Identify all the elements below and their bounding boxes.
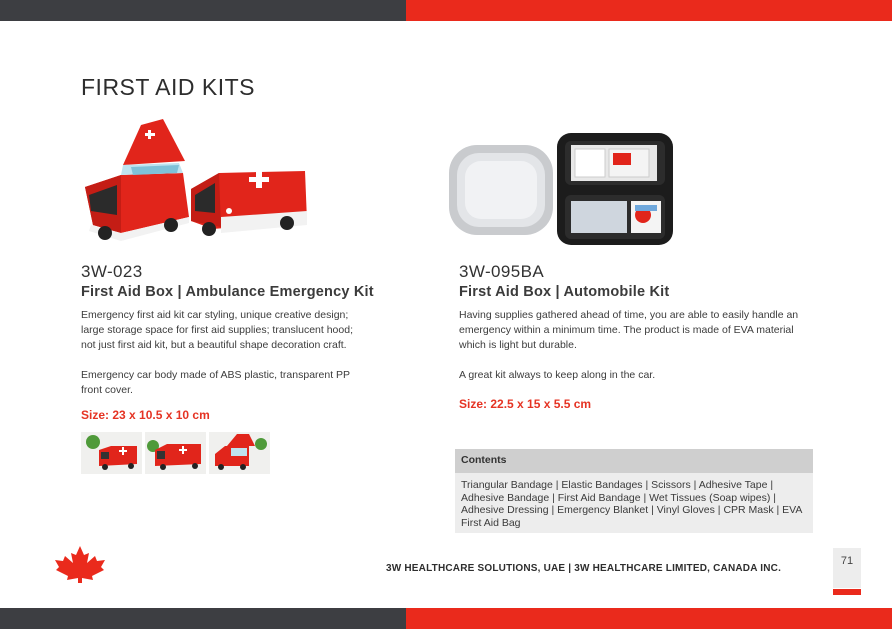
product-size: Size: 22.5 x 15 x 5.5 cm <box>459 397 592 411</box>
footer-text: 3W HEALTHCARE SOLUTIONS, UAE | 3W HEALTHCARE LIMITED, CANADA INC. <box>386 563 782 574</box>
thumbnail-1[interactable] <box>81 432 142 474</box>
product-automobile-kit <box>459 115 819 411</box>
product-code: 3W-095BA <box>459 262 545 281</box>
bottom-bar-red <box>406 608 892 629</box>
contents-heading: Contents <box>455 449 813 473</box>
page-number: 71 <box>840 555 854 567</box>
page-title: FIRST AID KITS <box>81 74 255 100</box>
ambulance-kit-image <box>81 115 311 250</box>
product-size: Size: 23 x 10.5 x 10 cm <box>81 408 210 422</box>
product-description: Having supplies gathered ahead of time, you are able to easily handle an emergency within a minimum time. The product is made of EVA material which is light but durable. <box>459 309 799 351</box>
automobile-kit-image <box>447 115 677 250</box>
product-name: First Aid Box | Ambulance Emergency Kit <box>81 284 374 300</box>
product-description-2: Emergency car body made of ABS plastic, transparent PP front cover. <box>81 369 350 396</box>
thumbnail-2[interactable] <box>145 432 206 474</box>
page-number-box <box>833 548 861 588</box>
thumbnail-strip <box>81 432 421 474</box>
contents-box <box>455 449 813 533</box>
product-description: Emergency first aid kit car styling, unique creative design; large storage space for first aid supplies; translucent hood; not just first aid kit, but a beautiful shape decoration craft. <box>81 309 353 351</box>
product-name: First Aid Box | Automobile Kit <box>459 284 670 300</box>
page-number-accent <box>833 589 861 595</box>
top-bar-red <box>406 0 892 21</box>
thumbnail-3[interactable] <box>209 432 270 474</box>
product-ambulance-kit <box>81 115 421 474</box>
bottom-bar-dark <box>0 608 406 629</box>
maple-leaf-icon <box>54 545 106 583</box>
contents-text: Triangular Bandage | Elastic Bandages | Scissors | Adhesive Tape | Adhesive Bandage | First Aid Bandage | Wet Tissues (Soap wipes) | Adhesive Dressing | Emergency Blanket | Vinyl Gloves | CPR Mask | EVA First Aid Bag <box>461 479 802 529</box>
product-code: 3W-023 <box>81 262 143 281</box>
top-bar-dark <box>0 0 406 21</box>
product-description-2: A great kit always to keep along in the car. <box>459 369 656 381</box>
